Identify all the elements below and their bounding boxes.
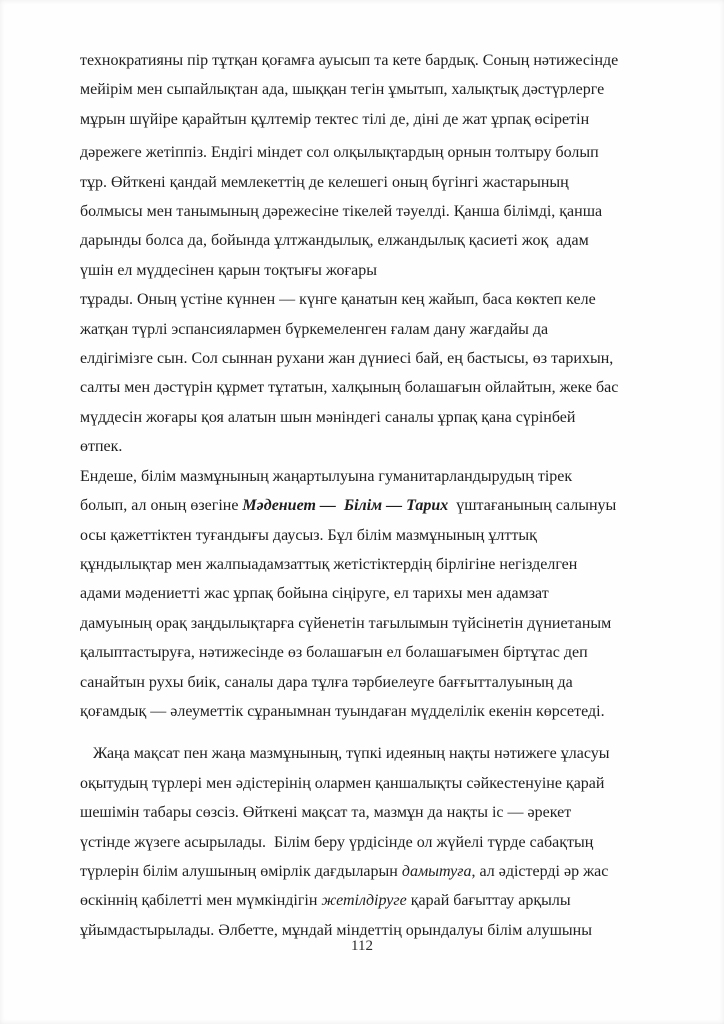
text-line [80,491,646,520]
text-segment: адами мәдениетті жас ұрпақ бойына сіңіруге, ел тарихы мен адамзат [80,585,549,603]
text-line [80,579,646,608]
emphasized-text: жетілдіруге [321,892,407,910]
text-line [80,105,646,134]
text-line [80,521,646,550]
emphasized-text: дамытуға [401,862,472,880]
text-segment: санайтын рухы биік, саналы дара тұлға тәрбиелеуге бағғытталуының да [80,673,573,691]
text-segment: жатқан түрлі эспансиялармен бүркемеленген ғалам дану жағдайы да [80,320,549,338]
text-line [80,857,646,886]
text-segment: оқытудың түрлері мен әдістерінің олармен қаншалықты сәйкестенуіне қарай [80,774,605,792]
page-number: 112 [351,938,373,954]
text-line [80,285,646,314]
text-segment: , ал әдістерді әр жас [471,862,609,880]
text-segment: қоғамдық — әлеуметтік сұранымнан туындаған мүдделілік екенін көрсетеді. [80,702,605,720]
text-line [80,886,646,915]
text-line [93,739,646,768]
text-segment: өтпек. [80,438,123,456]
text-line [80,168,646,197]
text-segment: шешімін табары сөзсіз. Өйткені мақсат та, мазмұн да нақты іс — әрекет [80,804,572,822]
text-line [80,828,646,857]
text-segment: технократияны пір тұтқан қоғамға ауысып та кете бардық. Соның нәтижесінде [80,52,619,69]
text-segment: өскіннің қабілетті мен мүмкіндігін [80,892,322,910]
text-line [80,550,646,579]
text-line [80,226,646,255]
text-segment: үшін ел мүддесінен қарын тоқтығы жоғары [80,261,377,279]
text-segment: ұйымдастырылады. Әлбетте, мұндай міндеттің орындалуы білім алушыны [80,921,592,939]
text-segment: Жаңа мақсат пен жаңа мазмұнының, түпкі идеяның нақты нәтижеге ұласуы [93,745,610,763]
text-segment: тұр. Өйткені қандай мемлекеттің де келешегі оның бүгінгі жастарының [80,173,569,191]
text-segment: тұрады. Оның үстіне күннен — күнге қанатын кең жайып, баса көктеп келе [80,291,596,309]
text-segment: үштағанының салынуы [448,497,617,515]
text-segment: қалыптастыруға, нәтижесінде өз болашағын ел болашағымен біртұтас деп [80,644,588,662]
text-line [80,798,646,827]
text-line [80,315,646,344]
text-line [80,373,646,402]
text-line [80,609,646,638]
text-segment: елдігімізге сын. Сол сыннан рухани жан дүниесі бай, ең бастысы, өз тарихын, [80,350,614,368]
text-segment: мүддесін жоғары қоя алатын шын мәніндегі саналы ұрпақ қана сүрінбей [80,408,576,426]
text-segment: болмысы мен танымының дәрежесіне тікелей тәуелді. Қанша білімді, қанша [80,203,603,221]
text-segment: болып, ал оның өзегіне [80,497,243,515]
text-segment: дәрежеге жетіппіз. Ендігі міндет сол олқылықтардың орнын толтыру болып [80,144,599,162]
emphasized-text: Мәдениет — Білім — Тарих [242,497,449,515]
text-segment: мейірім мен сыпайлықтан ада, шыққан тегін ұмытып, халықтық дәстүрлерге [80,81,605,99]
text-line [80,138,646,167]
text-segment: салты мен дәстүрін құрмет тұтатын, халқының болашағын ойлайтын, жеке бас [80,379,619,397]
text-line [80,46,646,75]
text-segment: мұрын шүйіре қарайтын құлтемір тектес тілі де, діні де жат ұрпақ өсіретін [80,110,590,128]
text-line [80,697,646,726]
text-line [80,668,646,697]
text-segment: құндылықтар мен жалпыадамзаттық жетістіктердің бірлігіне негізделген [80,555,578,573]
text-line [80,432,646,461]
text-line [80,462,646,491]
text-line [80,403,646,432]
text-segment: қарай бағыттау арқылы [406,892,571,910]
text-line [80,769,646,798]
text-segment: дарынды болса да, бойында ұлтжандылық, елжандылық қасиеті жоқ адам [80,232,589,250]
text-line [80,344,646,373]
text-line [80,197,646,226]
text-block [80,46,646,945]
text-segment: осы қажеттіктен туғандығы даусыз. Бұл білім мазмұнының ұлттық [80,526,537,544]
text-line [80,638,646,667]
text-line [80,256,646,285]
text-segment: дамуының орақ заңдылықтарға сүйенетін тағылымын түйсінетін дүниетаным [80,614,612,632]
text-line [80,75,646,104]
text-segment: үстінде жүзеге асырылады. Білім беру үрдісінде ол жүйелі түрде сабақтың [80,833,594,851]
text-segment: түрлерін білім алушының өмірлік дағдыларын [80,862,402,880]
text-segment: Ендеше, білім мазмұнының жаңартылуына гуманитарландырудың тірек [80,467,573,485]
